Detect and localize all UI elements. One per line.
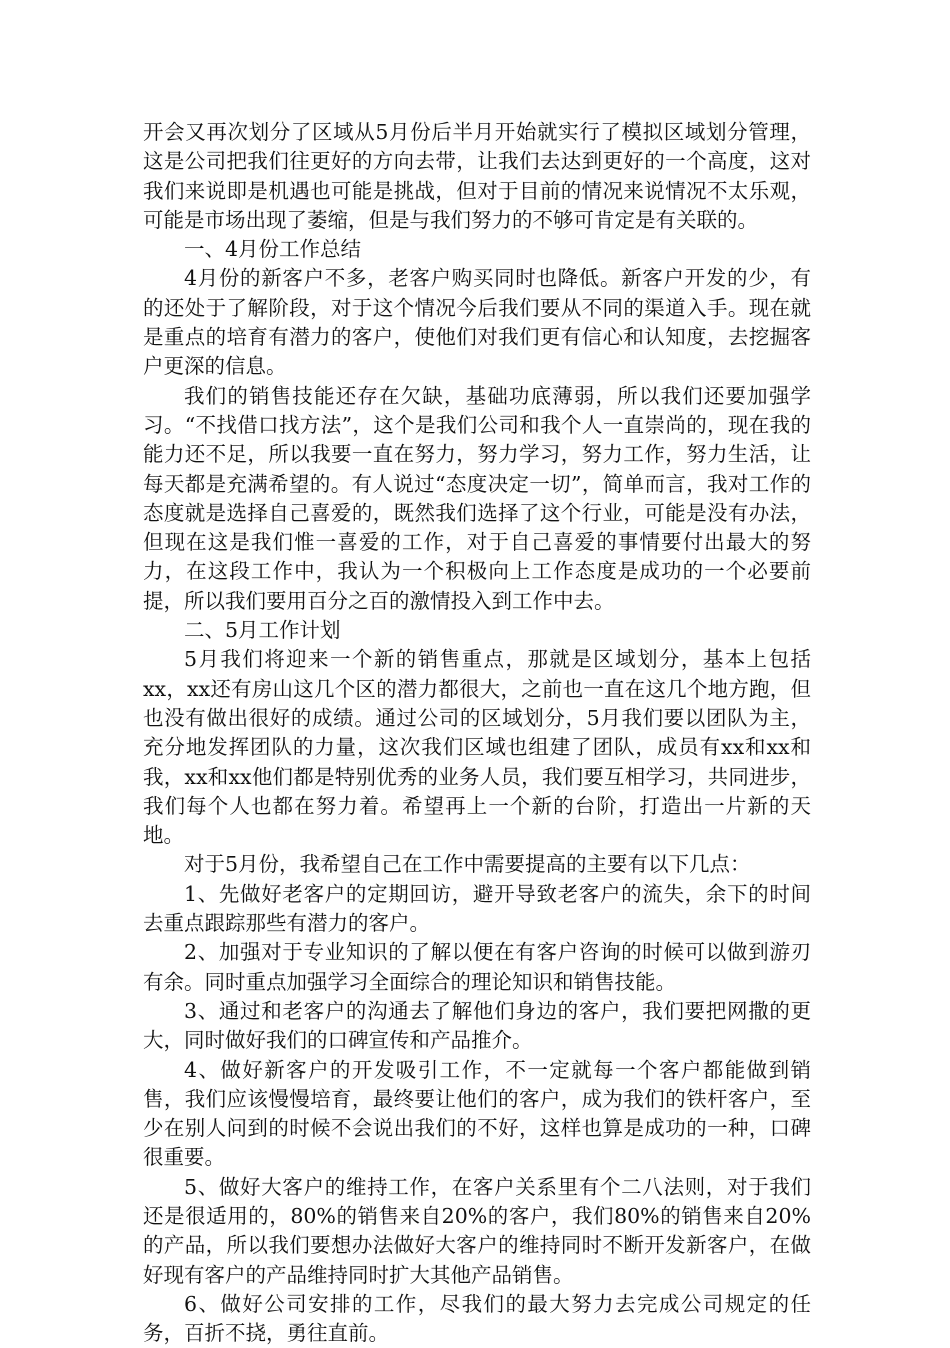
list-item-6: 6、做好公司安排的工作，尽我们的最大努力去完成公司规定的任务，百折不挠，勇往直前。 [143, 1291, 811, 1346]
paragraph-april-customers: 4月份的新客户不多，老客户购买同时也降低。新客户开发的少，有的还处于了解阶段，对于这个情况今后我们要从不同的渠道入手。现在就是重点的培育有潜力的客户，使他们对我们更有信心和认知度，去挖掘客户更深的信息。 [143, 266, 811, 379]
section-heading-may-plan: 二、5月工作计划 [184, 618, 341, 643]
paragraph-may-region: 5月我们将迎来一个新的销售重点，那就是区域划分，基本上包括xx，xx还有房山这几个区的潜力都很大，之前也一直在这几个地方跑，但也没有做出很好的成绩。通过公司的区域划分，5月我们要以团队为主，充分地发挥团队的力量，这次我们区域也组建了团队，成员有xx和xx和我，xx和xx他们都是特别优秀的业务人员，我们要互相学习，共同进步，我们每个人也都在努力着。希望再上一个新的台阶，打造出一片新的天地。 [143, 647, 811, 848]
paragraph-intro: 开会又再次划分了区域从5月份后半月开始就实行了模拟区域划分管理，这是公司把我们往更好的方向去带，让我们去达到更好的一个高度，这对我们来说即是机遇也可能是挑战，但对于目前的情况来说情况不太乐观，可能是市场出现了萎缩，但是与我们努力的不够可肯定是有关联的。 [143, 120, 811, 232]
paragraph-may-goals-intro: 对于5月份，我希望自己在工作中需要提高的主要有以下几点： [184, 852, 751, 877]
list-item-2: 2、加强对于专业知识的了解以便在有客户咨询的时候可以做到游刃有余。同时重点加强学习全面综合的理论知识和销售技能。 [143, 940, 811, 994]
paragraph-sales-skills: 我们的销售技能还存在欠缺，基础功底薄弱，所以我们还要加强学习。“不找借口找方法”，这个是我们公司和我个人一直崇尚的，现在我的能力还不足，所以我要一直在努力，努力学习，努力工作，努力生活，让每天都是充满希望的。有人说过“态度决定一切”，简单而言，我对工作的态度就是选择自己喜爱的，既然我们选择了这个行业，可能是没有办法，但现在这是我们惟一喜爱的工作，对于自己喜爱的事情要付出最大的努力，在这段工作中，我认为一个积极向上工作态度是成功的一个必要前提，所以我们要用百分之百的激情投入到工作中去。 [143, 383, 811, 613]
list-item-5: 5、做好大客户的维持工作，在客户关系里有个二八法则，对于我们还是很适用的，80%的销售来自20%的客户，我们80%的销售来自20%的产品，所以我们要想办法做好大客户的维持同时不断开发新客户，在做好现有客户的产品维持同时扩大其他产品销售。 [143, 1174, 811, 1287]
document-body [143, 118, 811, 1348]
list-item-1: 1、先做好老客户的定期回访，避开导致老客户的流失，余下的时间去重点跟踪那些有潜力的客户。 [143, 881, 811, 936]
list-item-3: 3、通过和老客户的沟通去了解他们身边的客户，我们要把网撒的更大，同时做好我们的口碑宣传和产品推介。 [143, 998, 811, 1053]
list-item-4: 4、做好新客户的开发吸引工作，不一定就每一个客户都能做到销售，我们应该慢慢培育，最终要让他们的客户，成为我们的铁杆客户，至少在别人问到的时候不会说出我们的不好，这样也算是成功的一种，口碑很重要。 [143, 1057, 811, 1170]
section-heading-april-summary: 一、4月份工作总结 [184, 237, 362, 262]
